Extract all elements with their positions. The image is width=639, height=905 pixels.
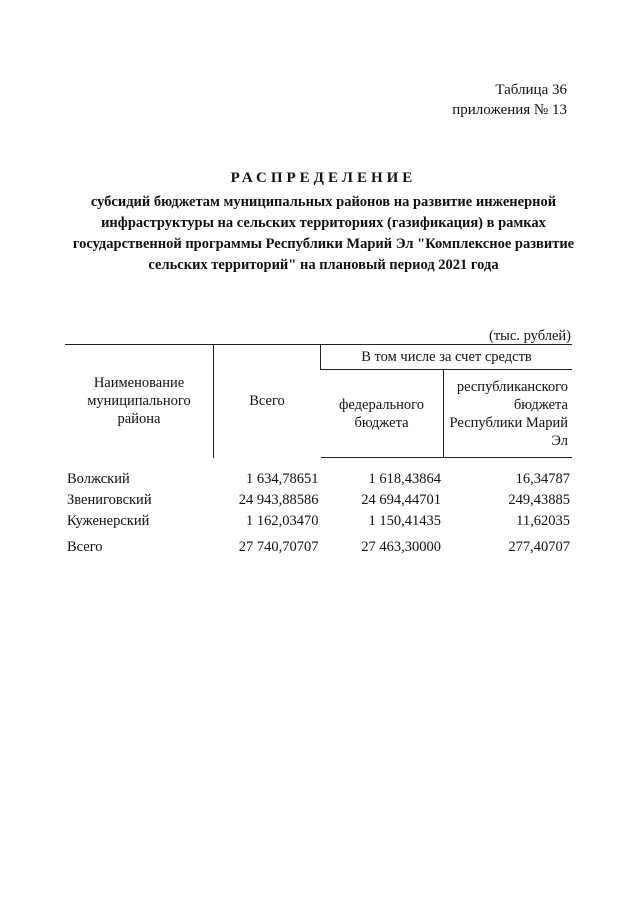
district-name: Звениговский: [67, 492, 152, 508]
total-value: 1 162,03470: [246, 513, 319, 529]
table-row: [65, 490, 572, 511]
column-header-total: Всего: [214, 345, 321, 458]
column-header-group: В том числе за счет средств: [321, 345, 573, 370]
document-heading: РАСПРЕДЕЛЕНИЕ: [230, 170, 417, 186]
distribution-table: [65, 344, 572, 558]
column-header-republic: республиканского бюджета Республики Марий Эл: [443, 370, 572, 458]
grand-total-federal: 27 463,30000: [361, 539, 441, 555]
district-name: Куженерский: [67, 513, 150, 529]
document-subtitle: субсидий бюджетам муниципальных районов на развитие инженерной инфраструктуры на сельских территориях (газификация) в рамках государственной программы Республики Марий Эл "Комплексное развитие сельских территорий" на плановый период 2021 года: [72, 194, 575, 273]
federal-value: 1 618,43864: [368, 471, 441, 487]
grand-total-republic: 277,40707: [508, 539, 570, 555]
district-name: Волжский: [67, 470, 130, 487]
total-row-label: Всего: [67, 539, 103, 555]
table-number: Таблица 36: [495, 82, 567, 98]
total-row: [65, 532, 572, 558]
total-value: 24 943,88586: [238, 492, 319, 508]
column-header-district: Наименование муниципального района: [65, 345, 214, 458]
federal-value: 24 694,44701: [361, 492, 441, 508]
republic-value: 16,34787: [515, 471, 570, 487]
federal-value: 1 150,41435: [368, 513, 441, 529]
table-row: [65, 458, 572, 491]
total-value: 1 634,78651: [246, 470, 319, 487]
column-header-federal: федерального бюджета: [321, 370, 444, 458]
table-reference: [452, 80, 567, 120]
table-row: [65, 511, 572, 532]
republic-value: 11,62035: [516, 513, 570, 529]
units-label: (тыс. рублей): [489, 328, 571, 344]
grand-total-value: 27 740,70707: [238, 539, 319, 555]
appendix-number: приложения № 13: [452, 102, 567, 118]
republic-value: 249,43885: [508, 492, 570, 508]
